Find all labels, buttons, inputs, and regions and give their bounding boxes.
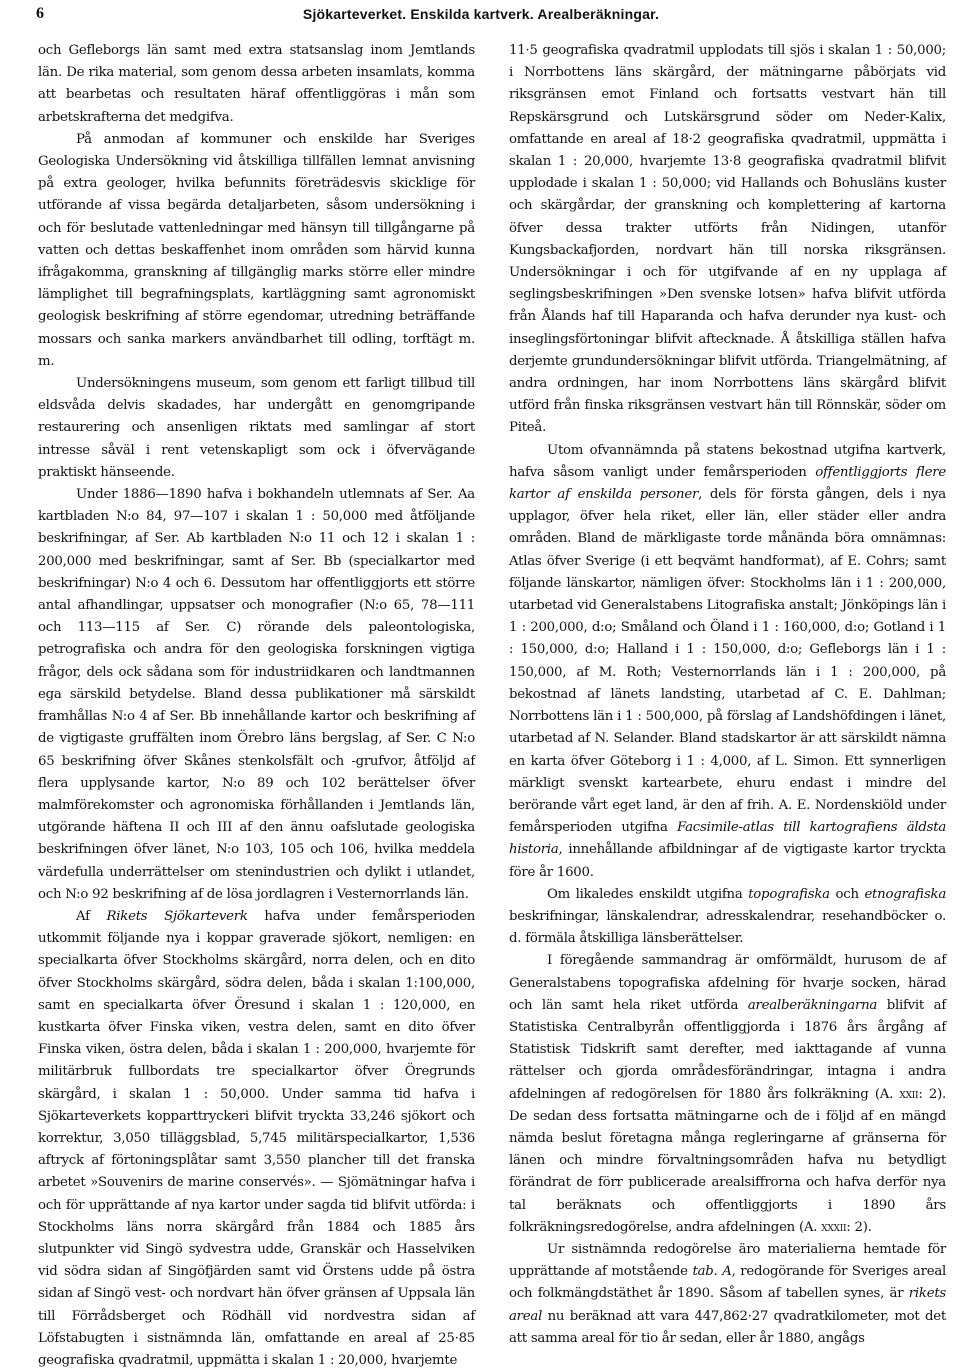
- paragraph: Utom ofvannämnda på statens bekostnad utgifna kartverk, hafva såsom vanligt under femårsperioden offentliggjorts flere kartor af enskilda personer, dels för första gången, dels i nya upplagor, öfver hela riket, eller län, eller städer eller andra områden. Bland de märkligaste torde månända böra omnämnas: Atlas öfver Sverige (i ett beqvämt handformat), af E. Cohrs; samt följande länskartor, nämligen öfver: Stockholms län i 1 : 200,000, utarbetad vid Generalstabens Litografiska anstalt; Jönköpings län i 1 : 200,000, d:o; Småland och Öland i 1 : 160,000, d:o; Gotland i 1 : 150,000, d:o; Halland i 1 : 150,000, d:o; Gefleborgs län i 1 : 150,000, af M. Roth; Vesternorrlands län i 1 : 200,000, på bekostnad af länets landsting, utarbetad af C. E. Dahlman; Norrbottens län i 1 : 500,000, på förslag af Landshöfdingen i länet, utarbetad af N. Selander. Bland stadskartor är att särskildt nämna en karta öfver Göteborg i 1 : 4,000, af L. Simon. Ett synnerligen märkligt svenskt kartearbete, ehuru endast i mindre del berörande vårt eget land, är den af frih. A. E. Nordenskiöld under femårsperioden utgifna Facsimile-atlas till kartografiens äldsta historia, innehållande afbildningar af de vigtigaste kartor tryckta före år 1600.: [509, 442, 947, 880]
- paragraph: och Gefleborgs län samt med extra statsanslag inom Jemtlands län. De rika material, som genom dessa arbeten insamlats, komma att bearbetas och resultaten häraf offentliggöras i mån som arbetskrafterna det medgifva.: [38, 43, 475, 125]
- paragraph: Under 1886—1890 hafva i bokhandeln utlemnats af Ser. Aa kartbladen N:o 84, 97—107 i skalan 1 : 50,000 med åtföljande beskrifningar, af Ser. Ab kartbladen N:o 11 och 12 i skalan 1 : 200,000 med beskrifningar, samt af Ser. Bb (specialkartor med beskrifningar) N:o 4 och 6. Dessutom har offentliggjorts ett större antal afhandlingar, uppsatser och monografier (N:o 65, 78—111 och 113—115 af Ser. C) rörande dels paleontologiska, petrografiska och andra för den geologiska forskningen vigtiga frågor, dels ock sådana som för industriidkaren och landtmannen ega särskild betydelse. Bland dessa publikationer må särskildt framhållas N:o 4 af Ser. Bb innehållande kartor och beskrifning af de vigtigaste gruffälten inom Örebro läns bergslag, af Ser. C N:o 65 beskrifning öfver Skånes stenkolsfält och -grufvor, åtföljd af flera upplysande kartor, N:o 89 och 102 berättelser öfver malmförekomster och agronomiska förhållanden i Jemtlands län, utgörande häftena II och III af den ännu oafslutade geologiska beskrifningen öfver länet, N:o 103, 105 och 106, hvilka meddela värdefulla underrättelser om stenindustrien och dylikt i utlandet, och N:o 92 beskrifning af de lösa jordlagren i Vesternorrlands län.: [38, 487, 475, 902]
- paragraph: Af Rikets Sjökarteverk hafva under femårsperioden utkommit följande nya i koppar graverade sjökort, nemligen: en specialkarta öfver Stockholms skärgård, norra delen, och en dito öfver Stockholms skärgård, södra delen, båda i skalan 1:100,000, samt en specialkarta öfver Öresund i skalan 1 : 120,000, en kustkarta öfver Finska viken, vestra delen, samt en dito öfver Finska viken, östra delen, båda i skalan 1 : 200,000, hvarjemte för militärbruk fullbordats tre specialkartor öfver Öregrunds skärgård, i skalan 1 : 50,000. Under samma tid hafva i Sjökarteverkets kopparttryckeri blifvit tryckta 33,246 sjökort och korrektur, 3,050 tilläggsblad, 5,745 militärspecialkartor, 1,536 aftryck af förtoningsplåtar samt 3,550 plancher till det franska arbetet »Souvenirs de marine conservés». — Sjömätningar hafva i och för upprättande af nya kartor under sagda tid blifvit utförda: i Stockholms läns norra skärgård från 1884 och 1885 års slutpunkter vid Singö sydvestra udde, Granskär och Hasselviken vid södra sidan af Singöfjärden samt vid Örstens udde på östra sidan af Singö vest- och nordvart hän öfver gränsen af Uppsala län till Förrådsberget och Rödhäll vid nordvestra sidan af Löfstabugten i sistnämnda län, omfattande en areal af 25·85 geografiska qvadratmil, uppmätta i skalan 1 : 20,000, hvarjemte: [38, 908, 476, 1368]
- paragraph: I föregående sammandrag är omförmäldt, hurusom de af Generalstabens topografiska afdelning för hvarje socken, härad och län samt hela riket utförda arealberäkningarna blifvit af Statistiska Centralbyrån offentliggjorda i 1876 års årgång af Statistisk Tidskrift samt derefter, med iakttagande af vunna rättelser och gjorda områdesförändringar, intagna i andra afdelningen af redogörelsen för 1880 års folkräkning (A. xxii: 2). De sedan dess fortsatta mätningarne och de i följd af en mängd nämda beslut företagna många regleringarne af gränserna för länen och mindre förvaltningsområden hafva nu betydligt förändrat de förr publicerade arealsiffrorna och hafva derför nya tal beräknats och offentliggjorts i 1890 års folkräkningsredogörelse, andra afdelningen (A. xxxii: 2).: [509, 953, 946, 1235]
- page-header: [36, 4, 926, 30]
- paragraph: På anmodan af kommuner och enskilde har Sveriges Geologiska Undersökning vid åtskilliga tillfällen lemnat anvisning på extra geologer, hvilka befunnits företrädesvis skicklige för utförande af vissa begärda detaljarbeten, såsom undersökning i och för beslutade vattenledningar med hänsyn till tillgångarne på vatten och dettas beskaffenhet inom områden som härvid kunna ifrågakomma, granskning af tillgänglig marks större eller mindre lämplighet till begrafningsplats, kartläggning samt agronomiskt geologisk beskrifning af större egendomar, utredning beträffande mossars och sanka markers användbarhet till odling, torftägt m. m.: [38, 131, 475, 369]
- paragraph: 11·5 geografiska qvadratmil upplodats till sjös i skalan 1 : 50,000; i Norrbottens läns skärgård, der mätningarne påbörjats vid riksgränsen emot Finland och fortsatts vestvart hän till Repskärsgrund och Lutskärsgrund söder om Neder-Kalix, omfattande en areal af 18·2 geografiska qvadratmil, uppmätta i skalan 1 : 20,000, hvarjemte 13·8 geografiska qvadratmil blifvit upplodade i skalan 1 : 50,000; vid Hallands och Bohusläns kuster och skärgårdar, der granskning och komplettering af kartorna öfver dessa trakter utförts från Nidingen, utanför Kungsbackafjorden, nordvart hän till norska riksgränsen. Undersökningar i och för utgifvande af en ny upplaga af seglingsbeskrifningen »Den svenske lotsen» hafva blifvit utförda från Ålands haf till Haparanda och hafva derunder nya kust- och inseglingsförtoningar blifvit aftecknade. Å åtskilliga ställen hafva derjemte grundundersökningar blifvit utförda. Triangelmätning, af andra ordningen, har inom Norrbottens läns skärgård blifvit utförd från finska riksgränsen vestvart hän till Rönnskär, söder om Piteå.: [509, 43, 946, 436]
- paragraph: Undersökningens museum, som genom ett farligt tillbud till eldsvåda delvis skadades, har undergått en genomgripande restaurering och ansenligen riktats med samlingar af stort intresse såväl i rent vetenskapligt som ock i öfvervägande praktiskt hänseende.: [38, 376, 475, 480]
- running-head: Sjökarteverket. Enskilda kartverk. Arealberäkningar.: [302, 6, 660, 22]
- paragraph: Ur sistnämnda redogörelse äro materialierna hemtade för upprättande af motstående tab. A, redogörande för Sveriges areal och folkmängdstäthet år 1890. Såsom af tabellen synes, är rikets areal nu beräknad att vara 447,862·27 qvadratkilometer, mot det att samma areal för tio år sedan, eller år 1880, angågs: [509, 1241, 946, 1346]
- paragraph: Om likaledes enskildt utgifna topografiska och etnografiska beskrifningar, länskalendrar, adresskalendrar, resehandböcker o. d. förmäla åtskilliga länsberättelser.: [509, 886, 946, 947]
- left-column: [38, 40, 475, 1372]
- page-number: 6: [36, 5, 44, 22]
- right-column: [509, 40, 946, 1350]
